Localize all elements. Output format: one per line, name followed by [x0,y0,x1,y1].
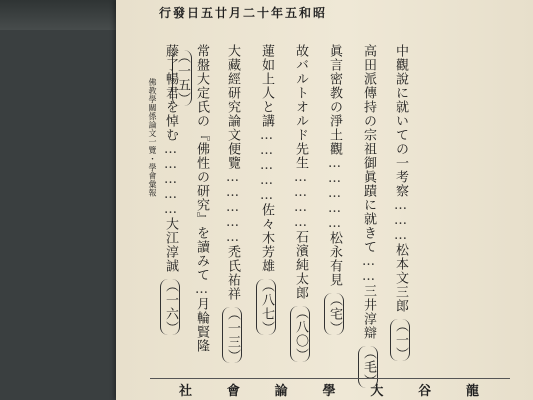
footer-char: 大 [370,384,384,399]
publication-date-header [159,2,519,22]
footer-char: 社 [179,384,193,399]
entry-author: 三井淳辯 [361,284,376,340]
entry-title: 故バルトオルド先生 [293,44,308,170]
entry-author: 月輪賢隆 [194,297,209,353]
entry-author: 石濱純太郎 [293,230,308,300]
entry-page: （一五） [172,50,192,106]
entry-author: 佐々木芳雄 [259,203,274,273]
entry-title: 常盤大定氏の『佛性の研究』を讀みて [194,44,209,282]
entry-page: （八七） [256,279,276,335]
leader-dots: …………… [327,156,342,231]
leader-dots: ……… [393,198,408,243]
toc-entry-4 [292,44,310,362]
entry-title: 蓮如上人と講 [259,44,274,128]
entry-author: 松本文三郎 [393,243,408,313]
footer-rule [150,378,510,379]
footer-char: 會 [226,384,240,399]
leader-dots: ………… [293,170,308,230]
toc-entry-6 [224,44,242,363]
footer-char: 論 [274,384,288,399]
header-text: 行發日五廿月二十年五和昭 [159,5,328,20]
entry-page: （八〇） [290,306,310,362]
entry-title: 眞言密教の淨土觀 [327,44,342,156]
footer-char: 學 [322,384,336,399]
entry-author: 大江淳誠 [163,217,178,273]
leader-dots: …… [361,254,376,284]
entry-page: （一六） [160,279,180,335]
entry-page: （一三） [222,307,242,363]
leader-dots: …………… [225,170,240,245]
leader-dots: …………… [163,142,178,217]
entry-title: 中觀說に就いての一考察 [393,44,408,198]
toc-entry-3 [326,44,344,335]
entry-title: 藤了暢君を悼む [163,44,178,142]
toc-entry-7 [175,44,210,400]
entry-title: 高田派傳持の宗祖御眞蹟に就きて [361,44,376,254]
toc-entry-8 [162,44,180,335]
entry-author: 松永有見 [327,231,342,287]
toc-entry-1 [392,44,410,361]
toc-entry-2 [360,44,378,388]
footer-char: 龍 [465,384,479,399]
entry-author: 禿氏祐祥 [225,245,240,301]
entry-title: 大藏經研究論文便覽 [225,44,240,170]
publisher-footer [179,380,479,399]
toc-entry-5 [258,44,276,335]
footer-char: 谷 [418,384,432,399]
entry-page: （毛） [358,346,378,388]
side-note: 佛教學關係論文一覽・學會彙報 [148,78,157,197]
entry-page: （宅） [324,293,344,335]
entry-page: （一） [390,319,410,361]
leader-dots: … [194,282,209,297]
leader-dots: …………… [259,128,274,203]
